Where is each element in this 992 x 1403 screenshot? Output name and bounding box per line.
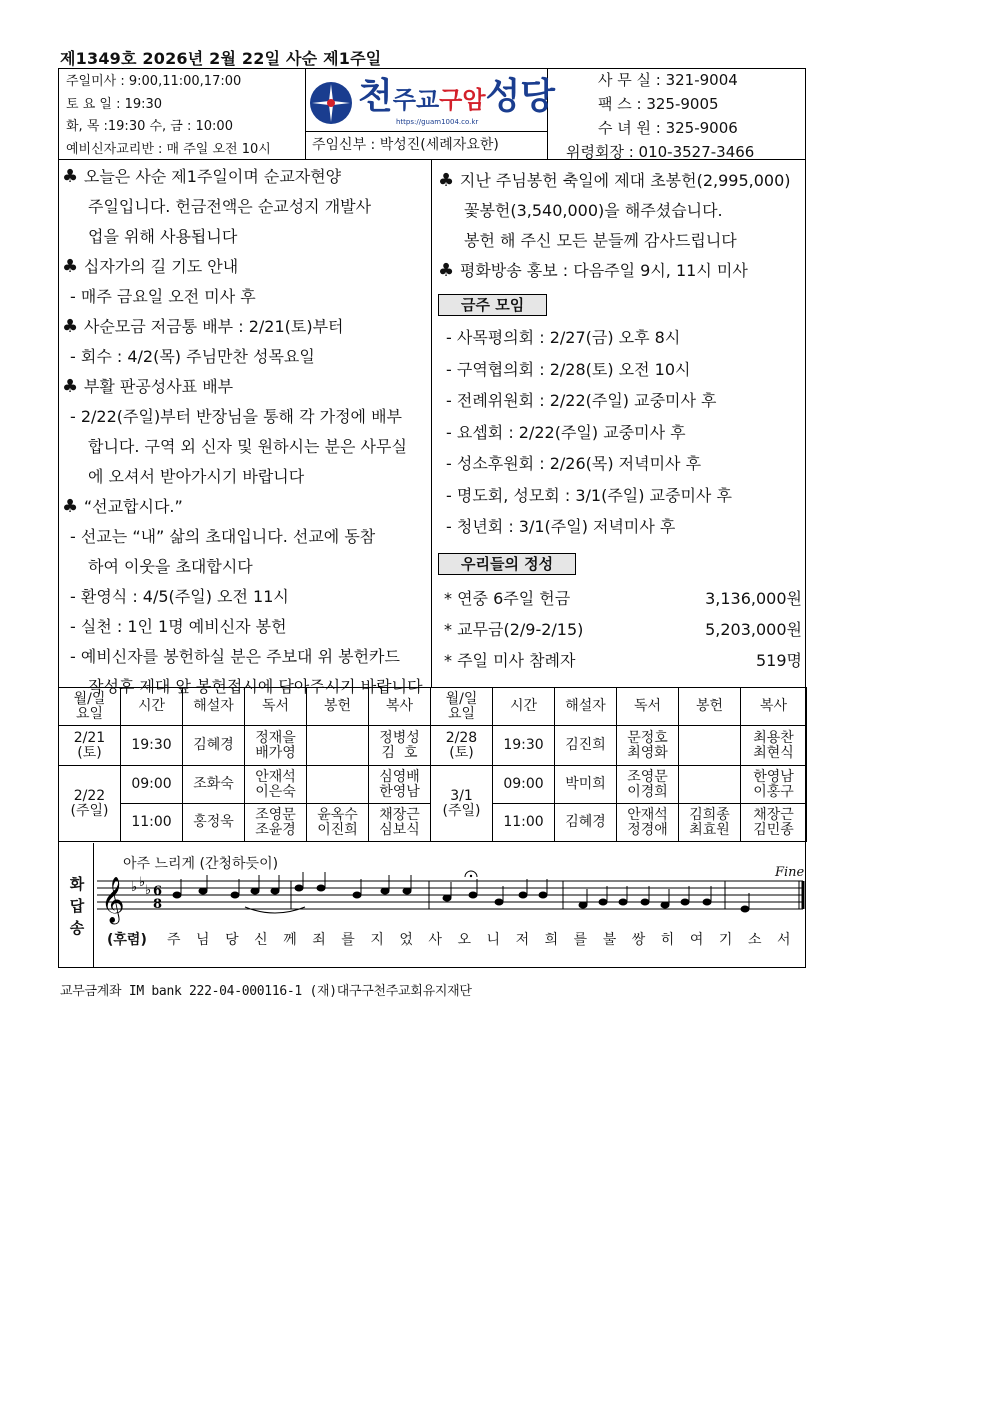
refrain-label: (후렴) [107,932,147,948]
schedule-header-cell: 해설자 [555,688,617,726]
club-bullet-icon: ♣ [62,376,84,397]
meeting-item: - 명도회, 성모회 : 3/1(주일) 교중미사 후 [446,485,732,505]
notice-text: 부활 판공성사표 배부 [83,377,234,396]
lyric-syllable: 소 [747,932,762,948]
lyric-syllable: 쌍 [631,932,646,948]
offering-label: * 교무금(2/9-2/15) [444,619,584,639]
schedule-time-cell: 11:00 [121,804,183,842]
schedule-narrator-cell: 김진희 [555,726,617,766]
note-head [661,902,669,908]
lyric-syllable: 불 [602,932,617,948]
club-bullet-icon: ♣ [438,170,460,191]
schedule-reading-cell: 문정호 최영화 [617,726,679,766]
notice-line: - 선교는 “내” 삶의 초대입니다. 선교에 동참 [70,527,376,546]
club-bullet-icon: ♣ [438,260,460,281]
schedule-offering-cell: 김희종 최효원 [679,804,741,842]
lyric-syllable: 었 [399,932,413,948]
mass-time-line: 예비신자교리반 : 매 주일 오전 10시 [66,141,271,157]
schedule-header-cell: 복사 [369,688,431,726]
schedule-date-cell: 2/21 (토) [59,726,121,766]
schedule-time-cell: 11:00 [493,804,555,842]
meetings-section [438,290,802,543]
notice-line: 에 오셔서 받아가시기 바랍니다 [88,467,305,486]
schedule-server-cell: 채장근 심보식 [369,804,431,842]
schedule-date-cell: 3/1 (주일) [431,766,493,842]
meeting-item: - 사목평의회 : 2/27(금) 오후 8시 [446,328,681,347]
note-head [599,899,607,905]
schedule-row [59,726,807,766]
schedule-header-cell: 봉헌 [679,688,741,726]
note-head [353,892,361,898]
schedule-time-cell: 19:30 [121,726,183,766]
notice-line [62,162,423,192]
schedule-header-cell: 시간 [493,688,555,726]
note-head [519,892,527,898]
note-head [469,892,477,898]
notice-line: - 예비신자를 봉헌하실 분은 주보대 위 봉헌카드 [70,647,400,666]
notice-line: 봉헌 해 주신 모든 분들께 감사드립니다 [464,231,737,250]
lyric-syllable: 님 [196,932,210,948]
note-head [641,899,649,905]
offering-title: 우리들의 정성 [438,553,576,575]
lyric-syllable: 여 [689,932,704,948]
schedule-narrator-cell: 김혜경 [555,804,617,842]
offerings-section [438,549,802,676]
note-head [741,906,749,912]
lyric-syllable: 기 [718,932,733,948]
lyric-syllable: 당 [225,932,239,948]
schedule-offering-cell [307,766,369,804]
lyric-syllable: 오 [457,932,471,948]
psalm-tempo: 아주 느리게 (간청하듯이) [123,856,279,872]
note-head [317,885,325,891]
notice-line: 하여 이웃을 초대합시다 [88,557,253,576]
psalm-fine: Fine [775,865,805,880]
notice-text: 평화방송 홍보 : 다음주일 9시, 11시 미사 [459,261,748,280]
offering-item [438,614,802,645]
schedule-offering-cell [679,766,741,804]
notice-text: 십자가의 길 기도 안내 [83,257,239,276]
schedule-server-cell: 최용찬 최현식 [741,726,807,766]
mass-time-line: 주일미사 : 9:00,11:00,17:00 [66,74,242,89]
notice-line: - 실천 : 1인 1명 예비신자 봉헌 [70,617,287,636]
schedule-server-cell: 채장근 김민종 [741,804,807,842]
note-head [681,899,689,905]
notice-text: 오늘은 사순 제1주일이며 순교자현양 [83,167,342,186]
club-bullet-icon: ♣ [62,496,84,517]
psalm-label: 화 답 송 [69,875,85,937]
offering-label: * 연중 6주일 헌금 [444,588,571,608]
notice-line: - 매주 금요일 오전 미사 후 [70,287,256,306]
logo-part: 주교 [392,86,440,114]
offering-value: 3,136,000원 [705,588,802,608]
notice-column-right [438,166,802,676]
offering-value: 5,203,000원 [705,619,802,639]
club-bullet-icon: ♣ [62,166,84,187]
offering-item [438,645,802,676]
notice-line: 주일입니다. 헌금전액은 순교성지 개발사 [88,197,372,216]
mass-times [66,71,271,161]
note-head [443,895,451,901]
notice-text: 사순모금 저금통 배부 : 2/21(토)부터 [83,317,344,336]
notice-line [62,312,423,342]
note-head [703,899,711,905]
notice-text: “선교합시다.” [83,497,183,516]
note-head [381,888,389,894]
schedule-time-cell: 19:30 [493,726,555,766]
schedule-time-cell: 09:00 [493,766,555,804]
notice-line: - 회수 : 4/2(목) 주님만찬 성목요일 [70,347,315,366]
club-bullet-icon: ♣ [62,256,84,277]
mass-time-line: 토 요 일 : 19:30 [66,96,163,112]
schedule-narrator-cell: 김혜경 [183,726,245,766]
meetings-title: 금주 모임 [438,294,547,316]
schedule-narrator-cell: 홍정욱 [183,804,245,842]
schedule-server-cell: 한영남 이홍구 [741,766,807,804]
lyric-syllable: 사 [428,932,442,948]
notice-column-left [62,162,423,702]
contact-funeral: 위령회장 : 010-3527-3466 [566,143,755,161]
lyric-syllable: 를 [341,932,355,948]
lyric-syllable: 께 [283,932,297,948]
psalm-refrain [107,929,147,949]
lyric-syllable: 니 [486,932,501,948]
schedule-date-cell: 2/22 (주일) [59,766,121,842]
notice-line: - 2/22(주일)부터 반장님을 통해 각 가정에 배부 [70,407,402,426]
schedule-row [59,766,807,804]
contact-office: 사 무 실 : 321-9004 [598,71,738,89]
schedule-time-cell: 09:00 [121,766,183,804]
schedule-header-cell: 봉헌 [307,688,369,726]
note-head [295,885,303,891]
psalm-staff [95,869,805,929]
schedule-server-cell: 심영배 한영남 [369,766,431,804]
issue-line: 제1349호 2026년 2월 22일 사순 제1주일 [60,49,382,68]
lyric-syllable: 지 [370,932,384,948]
notice-line [62,492,423,522]
note-head [271,888,279,894]
contact-convent: 수 녀 원 : 325-9006 [598,119,738,137]
logo-part: 천 [358,76,393,117]
logo-part: 성당 [485,76,556,117]
schedule-offering-cell [307,726,369,766]
liturgy-schedule-table [58,687,807,842]
lyric-syllable: 를 [573,932,588,948]
logo-url: https://guam1004.co.kr [396,118,479,126]
schedule-offering-cell: 윤옥수 이진희 [307,804,369,842]
lyric-syllable: 죄 [312,932,326,948]
lyric-syllable: 히 [660,932,675,948]
schedule-narrator-cell: 박미희 [555,766,617,804]
notice-line [438,256,802,286]
notice-line: 합니다. 구역 외 신자 및 원하시는 분은 사무실 [88,437,407,456]
notice-line [438,166,802,196]
notice-line [62,372,423,402]
svg-text:𝄞: 𝄞 [101,877,125,923]
notice-line: - 환영식 : 4/5(주일) 오전 11시 [70,587,289,606]
schedule-header-cell: 해설자 [183,688,245,726]
svg-text:6: 6 [153,884,163,899]
offering-label: * 주일 미사 참례자 [444,650,576,670]
notice-line: 작성후 제대 앞 봉헌접시에 담아주시기 바랍니다 [88,677,423,696]
schedule-offering-cell [679,726,741,766]
svg-text:♭: ♭ [139,875,146,890]
schedule-header-cell: 독서 [245,688,307,726]
notice-line: 꽃봉헌(3,540,000)을 해주셨습니다. [464,201,723,220]
psalm-section [58,843,806,968]
svg-text:♭: ♭ [131,880,138,895]
note-head [199,888,207,894]
note-head [231,892,239,898]
note-head [173,892,181,898]
schedule-reading-cell: 안재석 이은숙 [245,766,307,804]
schedule-server-cell: 정병성 김 호 [369,726,431,766]
schedule-header-cell: 월/일 요일 [59,688,121,726]
schedule-reading-cell: 정재을 배가영 [245,726,307,766]
svg-text:8: 8 [153,897,163,912]
schedule-reading-cell: 조영문 이경희 [617,766,679,804]
schedule-reading-cell: 안재석 정경애 [617,804,679,842]
lyric-syllable: 저 [515,932,530,948]
schedule-header-cell: 독서 [617,688,679,726]
schedule-header-cell: 월/일 요일 [431,688,493,726]
schedule-narrator-cell: 조화숙 [183,766,245,804]
lyric-syllable: 주 [167,932,181,948]
pastor-name: 주임신부 : 박성진(세례자요한) [312,137,499,153]
note-head [251,888,259,894]
svg-text:♭: ♭ [145,883,152,898]
meeting-item: - 청년회 : 3/1(주일) 저녁미사 후 [446,517,676,536]
offering-value: 519명 [756,650,802,670]
schedule-reading-cell: 조영문 조윤경 [245,804,307,842]
notice-line [62,252,423,282]
lyric-syllable: 서 [777,932,791,948]
logo-part: 구암 [439,86,486,114]
meeting-item: - 성소후원회 : 2/26(목) 저녁미사 후 [446,454,702,473]
note-head [619,899,627,905]
psalm-lyrics [167,929,807,949]
schedule-header-cell: 시간 [121,688,183,726]
contact-fax: 팩 스 : 325-9005 [598,95,719,113]
note-head [495,899,503,905]
footer-account: 교무금계좌 IM bank 222-04-000116-1 (재)대구구천주교회유지재단 [60,984,472,999]
notice-text: 지난 주님봉헌 축일에 제대 초봉헌(2,995,000) [459,171,791,190]
note-head [539,892,547,898]
notice-line: 업을 위해 사용됩니다 [88,227,238,246]
contact-info [566,68,754,164]
schedule-date-cell: 2/28 (토) [431,726,493,766]
schedule-header-row [59,688,807,726]
lyric-syllable: 희 [544,932,559,948]
cross-emblem-icon [308,80,354,126]
meeting-item: - 요셉회 : 2/22(주일) 교중미사 후 [446,422,686,442]
lyric-syllable: 신 [254,932,268,948]
offering-item [438,583,802,614]
mass-time-line: 화, 목 :19:30 수, 금 : 10:00 [66,119,233,134]
club-bullet-icon: ♣ [62,316,84,337]
note-head [579,902,587,908]
schedule-header-cell: 복사 [741,688,807,726]
note-head [403,888,411,894]
meeting-item: - 구역협의회 : 2/28(토) 오전 10시 [446,359,691,379]
meeting-item: - 전례위원회 : 2/22(주일) 교중미사 후 [446,391,717,410]
church-logo [308,74,556,132]
